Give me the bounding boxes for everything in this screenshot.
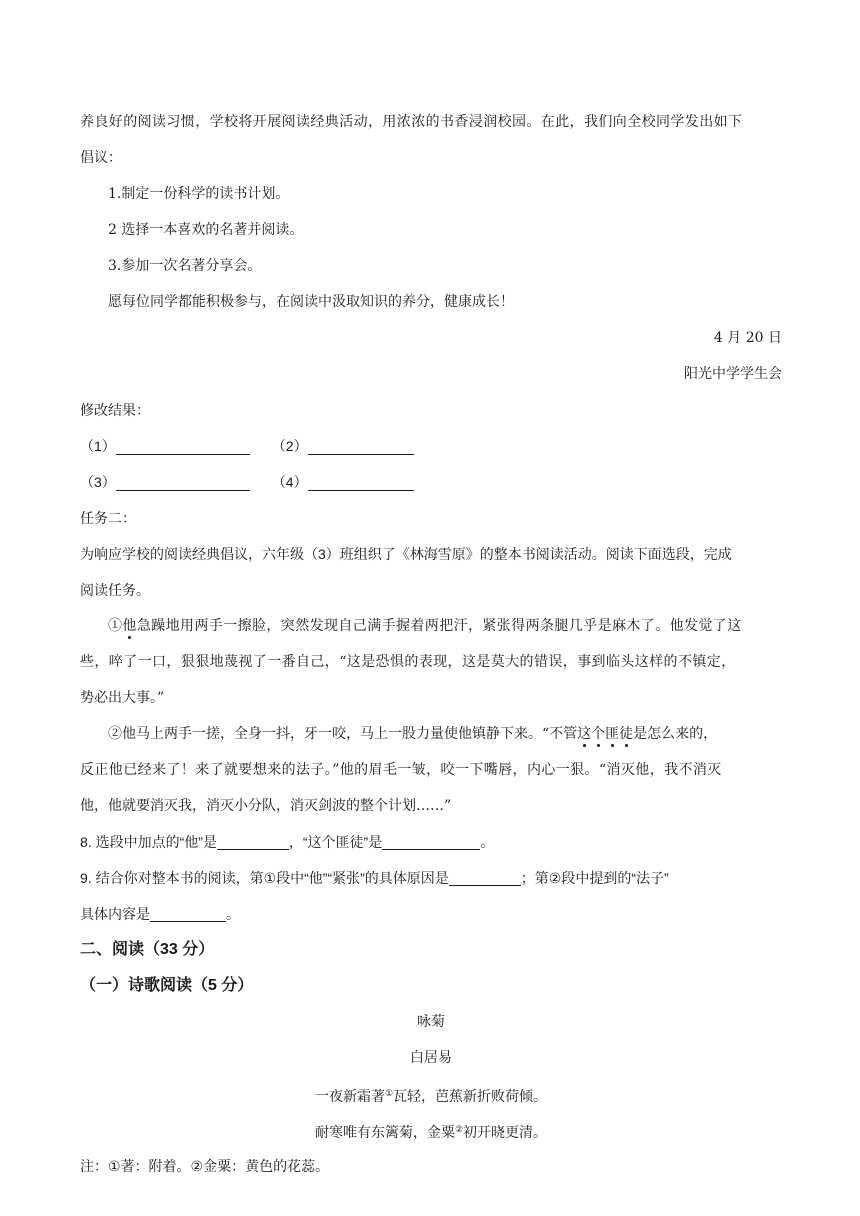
proposal-item-3: 3.参加一次名著分享会。	[108, 258, 262, 274]
passage-paragraph-2-line-1	[80, 716, 782, 752]
poem-line-2	[80, 1112, 782, 1148]
poem-line-2-part-b: 初开晓更清。	[463, 1125, 548, 1141]
dotted-fei: 匪	[605, 726, 620, 742]
proposal-intro-line-1: 养良好的阅读习惯，学校将开展阅读经典活动，用浓浓的书香浸润校园。在此，我们向全校同学发出如下	[80, 114, 743, 130]
revision-answer-4-line[interactable]	[308, 474, 414, 491]
question-8-answer-2-line[interactable]	[382, 833, 480, 850]
dotted-zhe: 这	[577, 726, 592, 742]
task2-intro-line-2: 阅读任务。	[80, 582, 150, 598]
revision-row-2	[80, 464, 782, 500]
question-9-answer-2-line[interactable]	[150, 905, 226, 922]
poem-line-1-part-b: 瓦轻，芭蕉新折败荷倾。	[393, 1089, 548, 1105]
revision-blank-4	[272, 464, 414, 500]
question-9-part-a: 9. 结合你对整本书的阅读，第①段中“他”“紧张”的具体原因是	[80, 870, 449, 886]
paragraph-2-line-1-post: 是怎么来的，	[633, 726, 718, 742]
task2-intro-line-1: 为响应学校的阅读经典倡议，六年级（3）班组织了《林海雪原》的整本书阅读活动。阅读下面选段，完成	[80, 546, 732, 562]
revision-label: 修改结果：	[80, 402, 150, 418]
passage-paragraph-1-line-1	[80, 608, 782, 644]
revision-blank-2	[272, 428, 414, 464]
poem-note-marker-1: ①	[384, 1089, 394, 1099]
section-2-subtitle: （一）诗歌阅读（5 分）	[80, 977, 254, 994]
paragraph-1-marker: ①	[108, 618, 123, 634]
dotted-ge: 个	[591, 726, 606, 742]
paragraph-1-line-1-text: 急躁地用两手一擦脸，突然发现自己满手握着两把汗，紧张得两条腿几乎是麻木了。他发觉了这	[136, 618, 742, 634]
paragraph-2-line-1-pre: ②他马上两手一搓，全身一抖，牙一咬，马上一股力量使他镇静下来。“不管	[108, 726, 578, 742]
proposal-intro-line-2: 倡议：	[80, 150, 122, 166]
question-9-part-b: ；第②段中提到的“法子”	[520, 870, 669, 886]
passage-paragraph-2-line-2: 反正他已经来了！来了就要想来的法子。”他的眉毛一皱，咬一下嘴唇，内心一狠。“消灭他，我不消灭	[80, 762, 722, 778]
proposal-signature: 阳光中学学生会	[684, 366, 782, 382]
revision-blank-1-label: （1）	[80, 438, 116, 454]
question-9-line-1	[80, 860, 782, 896]
passage-paragraph-1-line-3: 势必出大事。”	[80, 690, 165, 706]
poem-line-1-part-a: 一夜新霜著	[314, 1089, 385, 1105]
revision-blank-3-label: （3）	[80, 474, 116, 490]
dotted-tu: 徒	[619, 726, 634, 742]
poem-line-2-part-a: 耐寒唯有东篱菊，金粟	[314, 1125, 455, 1141]
poem-author: 白居易	[410, 1050, 452, 1066]
passage-paragraph-1-line-2: 些，啐了一口，狠狠地蔑视了一番自己，“这是恐惧的表现，这是莫大的错误，事到临头这样的不镇定，	[80, 654, 736, 670]
question-8-part-a: 8. 选段中加点的“他”是	[80, 834, 217, 850]
passage-paragraph-2-line-3: 他，他就要消灭我，消灭小分队，消灭剑波的整个计划……”	[80, 798, 452, 814]
poem-note-marker-2: ②	[454, 1125, 464, 1135]
proposal-item-2: 2 选择一本喜欢的名著并阅读。	[108, 222, 304, 238]
revision-answer-2-line[interactable]	[308, 438, 414, 455]
section-2-title: 二、阅读（33 分）	[80, 941, 215, 958]
revision-blank-4-label: （4）	[271, 474, 308, 490]
revision-blank-1	[80, 428, 250, 464]
task2-title: 任务二：	[80, 510, 136, 526]
revision-row-1	[80, 428, 782, 464]
document-page	[80, 104, 782, 1184]
question-9-answer-1-line[interactable]	[449, 869, 521, 886]
question-8-part-c: 。	[480, 834, 495, 850]
question-8-part-b: ，“这个匪徒”是	[288, 834, 383, 850]
dotted-he: 他	[122, 618, 137, 634]
question-8	[80, 824, 782, 860]
question-8-answer-1-line[interactable]	[217, 833, 289, 850]
proposal-closing: 愿每位同学都能积极参与，在阅读中汲取知识的养分，健康成长！	[108, 294, 514, 310]
question-9-line-2	[80, 896, 782, 932]
revision-blank-3	[80, 464, 250, 500]
revision-answer-1-line[interactable]	[116, 438, 250, 455]
question-9-part-d: 。	[226, 906, 240, 922]
question-9-part-c: 具体内容是	[80, 906, 150, 922]
poem-line-1	[80, 1076, 782, 1112]
poem-notes: 注：①著：附着。②金粟：黄色的花蕊。	[80, 1158, 330, 1174]
proposal-item-1: 1.制定一份科学的读书计划。	[108, 186, 290, 202]
poem-title: 咏菊	[417, 1014, 445, 1030]
proposal-date: 4 月 20 日	[713, 330, 782, 346]
revision-answer-3-line[interactable]	[116, 474, 250, 491]
revision-blank-2-label: （2）	[271, 438, 308, 454]
